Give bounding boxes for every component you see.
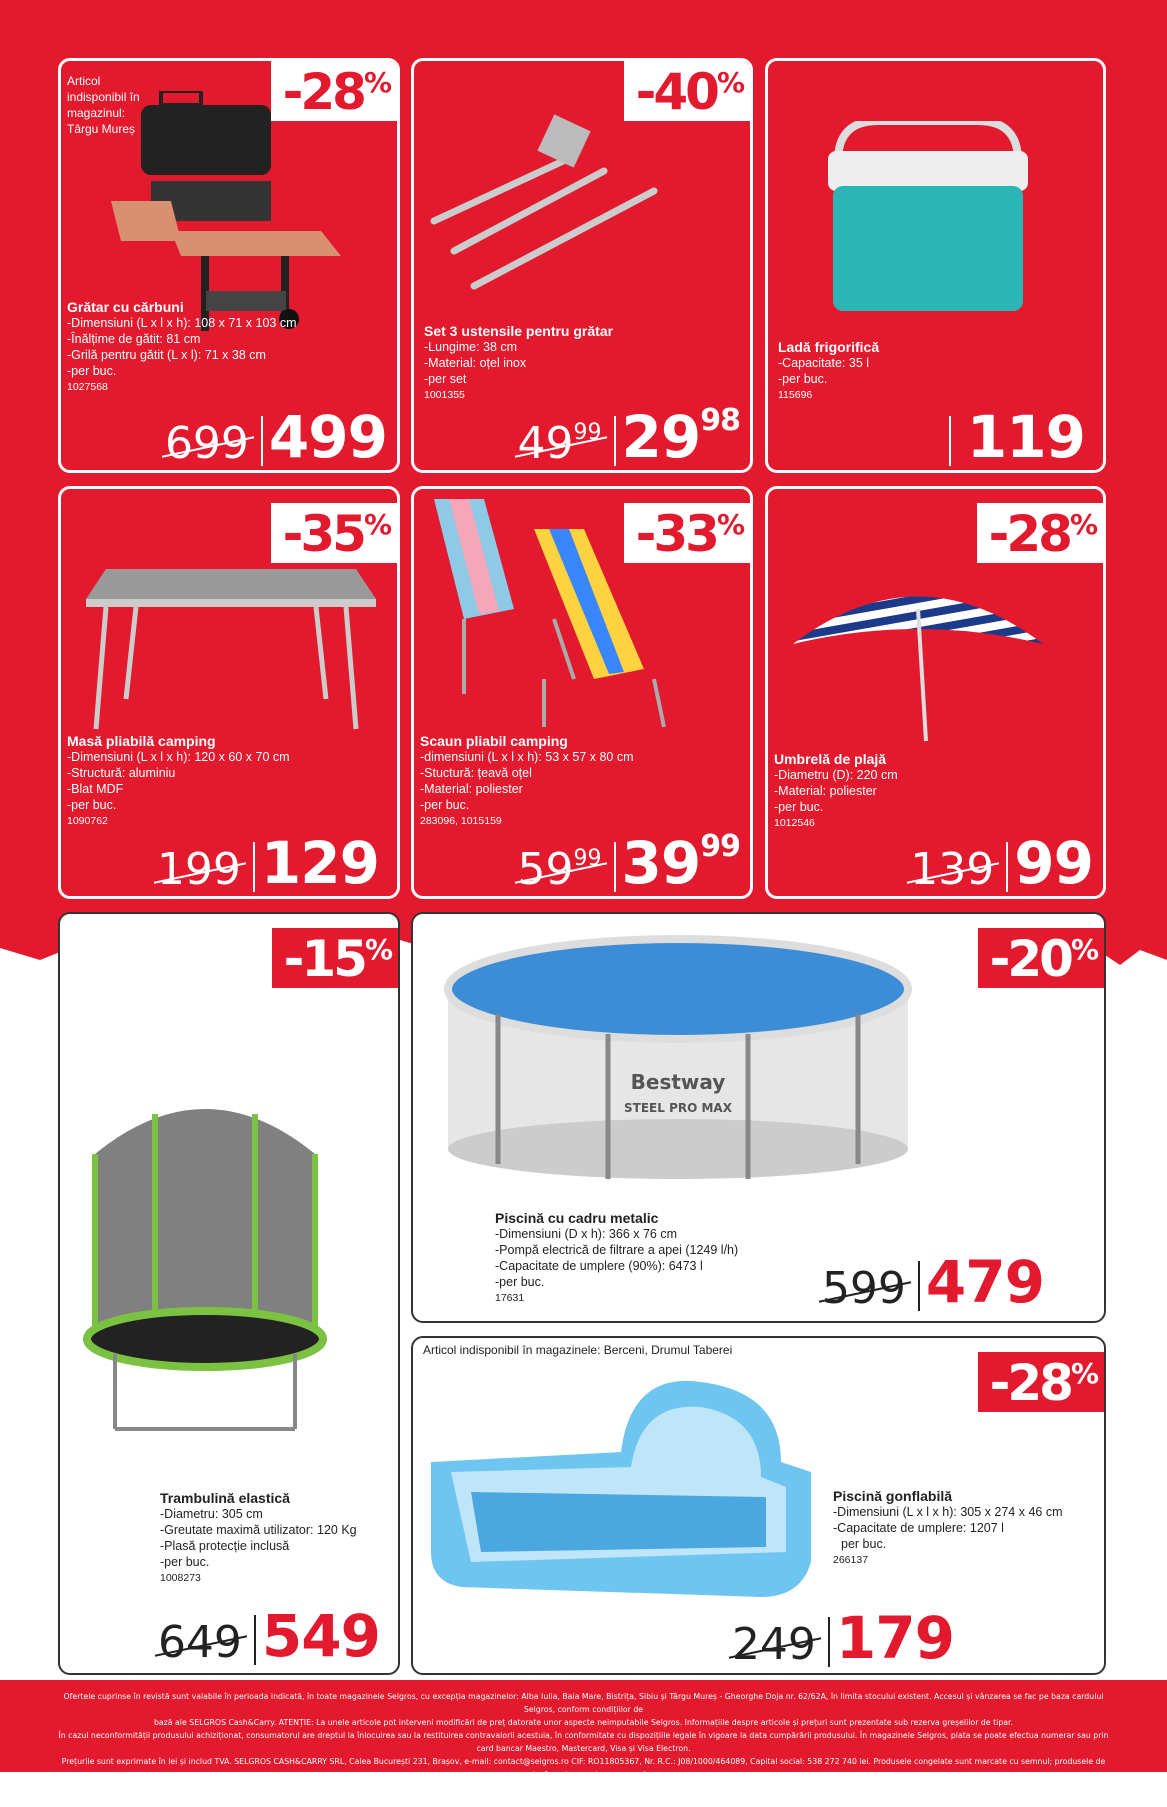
product-code: 1008273 (160, 1572, 201, 1584)
spec: -Greutate maximă utilizator: 120 Kg (160, 1523, 357, 1537)
product-name: Ladă frigorifică (778, 339, 880, 355)
spec: -per buc. (495, 1275, 545, 1289)
spec: -Dimensiuni (L x l x h): 305 x 274 x 46 cm (833, 1505, 1063, 1519)
product-card-cooler[interactable] (765, 58, 1106, 473)
legal-footer (0, 1680, 1167, 1805)
new-price: 179 (835, 1604, 954, 1672)
availability-note: Articol indisponibil în magazinele: Berceni, Drumul Taberei (423, 1343, 733, 1357)
product-name: Scaun pliabil camping (420, 733, 568, 749)
spec: -per buc. (778, 372, 828, 386)
product-card-frame-pool[interactable] (411, 912, 1106, 1323)
product-name: Piscină gonflabilă (833, 1488, 953, 1504)
product-code: 115696 (778, 389, 813, 401)
spec: -per buc. (160, 1555, 210, 1569)
product-code: 1090762 (67, 815, 108, 827)
product-card-camping-chair[interactable] (411, 486, 753, 899)
product-name: Umbrelă de plajă (774, 751, 887, 767)
new-price: 129 (260, 829, 379, 897)
discount-badge: -15% (272, 928, 398, 988)
frame-pool-image (438, 934, 918, 1184)
product-card-bbq-utensils[interactable] (411, 58, 753, 473)
spec: -Capacitate de umplere (90%): 6473 l (495, 1259, 703, 1273)
product-info (160, 1490, 357, 1586)
footer-line: bază ale SELGROS Cash&Carry. ATENȚIE: La unele articole pot interveni modificări de preț datorate unor aspecte neimputabile Selgros. Informațiile despre articole și prețuri sunt prezentate sub rezerva greșelilor de tipar. (153, 1718, 1014, 1727)
umbrella-image (788, 569, 1048, 744)
spec: -Pompă electrică de filtrare a apei (1249 l/h) (495, 1243, 739, 1257)
product-info (424, 323, 613, 403)
spec: -Plasă protecție inclusă (160, 1539, 290, 1553)
price (157, 1602, 380, 1670)
product-code: 283096, 1015159 (420, 815, 502, 827)
footer-line: În cazul neconformității produsului achiziționat, consumatorul are dreptul la înlocuirea sau la restituirea contravalorii acestuia, în conformitate cu dispozițiile legale în vigoare la data cumpărării produsului. În magazinele Selgros, plata se poate efectua numerar sau prin card bancar Maestro, Mastercard, Visa și Visa Electron. (58, 1731, 1109, 1753)
product-card-folding-table[interactable] (58, 486, 400, 899)
old-price: 599 (822, 1267, 912, 1311)
product-code: 266137 (833, 1554, 869, 1566)
discount-badge: -28% (977, 503, 1103, 563)
steel-pro-max-logo: STEEL PRO MAX (624, 1101, 732, 1115)
spec: -Dimensiuni (L x l x h): 108 x 71 x 103 cm (67, 316, 297, 330)
new-price: $39^{99}$ (621, 829, 740, 897)
spec: -Dimensiuni (L x l x h): 120 x 60 x 70 cm (67, 750, 290, 764)
availability-note: Articol indisponibil în magazinul: Târgu Mureș (67, 74, 140, 136)
spec: -dimensiuni (L x l x h): 53 x 57 x 80 cm (420, 750, 634, 764)
table-image (76, 569, 386, 734)
spec: -per buc. (774, 800, 824, 814)
price (156, 829, 379, 897)
product-card-beach-umbrella[interactable] (765, 486, 1106, 899)
old-price: 699 (165, 422, 255, 466)
new-price: 119 (966, 403, 1085, 471)
new-price: 499 (268, 403, 387, 471)
old-price: 649 (158, 1621, 248, 1665)
spec: -Material: poliester (774, 784, 877, 798)
footer-line: Prețurile sunt exprimate în lei și includ TVA. SELGROS CASH&CARRY SRL, Calea București 231, Brașov, e-mail: contact@selgros.ro CIF: RO11805367, Nr. R.C.: J08/1000/464089, Capital social: 538 272 740 lei. Produsele congelate sunt marcate cu semnul; produsele de captură sunt marcate cu semnul. (61, 1757, 1106, 1779)
product-info (833, 1488, 1063, 1568)
cooler-image (818, 121, 1038, 321)
spec: -Grilă pentru gătit (L x l): 71 x 38 cm (67, 348, 266, 362)
discount-badge: -28% (978, 1352, 1104, 1412)
footer-line: Transportul produselor marcate cu semnul este gratuit în interiorul orașului cu magazin Selgros, până la adresa indicată de cumpărător și include numai descărcarea produselor din autovehiculul de transport. Pentru transportul în afara localității, vă rugăm să solicitați detalii în magazin. (60, 1783, 1107, 1805)
spec: -Înălțime de gătit: 81 cm (67, 332, 201, 346)
old-price: 199 (157, 848, 247, 892)
spec: -Blat MDF (67, 782, 124, 796)
utensils-image (424, 111, 664, 311)
product-name: Masă pliabilă camping (67, 733, 216, 749)
product-info (495, 1210, 738, 1306)
product-info (67, 733, 290, 829)
product-code: 1001355 (424, 389, 465, 401)
product-name: Piscină cu cadru metalic (495, 1210, 659, 1226)
new-price: 479 (925, 1248, 1044, 1316)
product-card-trampoline[interactable] (58, 912, 400, 1675)
product-code: 17631 (495, 1292, 525, 1304)
discount-badge: -33% (624, 503, 750, 563)
old-price: 139 (910, 848, 1000, 892)
product-info (778, 339, 879, 403)
product-info (67, 299, 297, 395)
spec: -Diametru (D): 220 cm (774, 768, 898, 782)
new-price: 99 (1014, 829, 1093, 897)
price (943, 403, 1085, 471)
product-card-inflatable-pool[interactable] (411, 1336, 1106, 1675)
discount-badge: -40% (624, 61, 750, 121)
price (164, 403, 387, 471)
spec: -Dimensiuni (D x h): 366 x 76 cm (495, 1227, 678, 1241)
chairs-image (424, 499, 684, 729)
bestway-logo: Bestway (630, 1070, 726, 1094)
price (910, 829, 1093, 897)
spec: -per set (424, 372, 467, 386)
product-info (774, 751, 898, 831)
spec: -Lungime: 38 cm (424, 340, 518, 354)
spec: -Diametru: 305 cm (160, 1507, 263, 1521)
trampoline-image (75, 1084, 335, 1444)
new-price: $29^{98}$ (621, 403, 740, 471)
price (517, 829, 740, 897)
old-price: $59^{99}$ (518, 848, 608, 892)
bbq-grill-image (111, 91, 341, 331)
spec: -Capacitate de umplere: 1207 l (833, 1521, 1004, 1535)
product-info (420, 733, 634, 829)
spec: -Capacitate: 35 l (778, 356, 870, 370)
spec: -Stuctură: țeavă oțel (420, 766, 532, 780)
spec: -Material: poliester (420, 782, 523, 796)
discount-badge: -35% (271, 503, 397, 563)
product-code: 1027568 (67, 381, 108, 393)
old-price: 249 (732, 1623, 822, 1667)
old-price: $49^{99}$ (518, 422, 608, 466)
price (517, 403, 740, 471)
discount-badge: -28% (271, 61, 397, 121)
price (731, 1604, 954, 1672)
product-card-bbq-grill[interactable] (58, 58, 400, 473)
discount-badge: -20% (978, 928, 1104, 988)
product-code: 1012546 (774, 817, 815, 829)
product-name: Grătar cu cărbuni (67, 299, 184, 315)
spec: -per buc. (67, 364, 117, 378)
footer-line: Ofertele cuprinse în revistă sunt valabile în perioada indicată, în toate magazinele Selgros, cu excepția magazinelor: Alba Iulia, Baia Mare, Bistrița, Sibiu și Târgu Mureș - Gheorghe Doja nr. 62/62A, în limita stocului existent. Accesul și vânzarea se fac pe baza cardului Selgros, conform condițiilor de (63, 1692, 1104, 1714)
spec: -Material: oțel inox (424, 356, 527, 370)
spec: per buc. (841, 1537, 887, 1551)
inflatable-pool-image (421, 1362, 821, 1602)
spec: -Structură: aluminiu (67, 766, 176, 780)
product-name: Set 3 ustensile pentru grătar (424, 323, 614, 339)
product-name: Trambulină elastică (160, 1490, 290, 1506)
spec: -per buc. (67, 798, 117, 812)
new-price: 549 (261, 1602, 380, 1670)
price (821, 1248, 1044, 1316)
spec: -per buc. (420, 798, 470, 812)
